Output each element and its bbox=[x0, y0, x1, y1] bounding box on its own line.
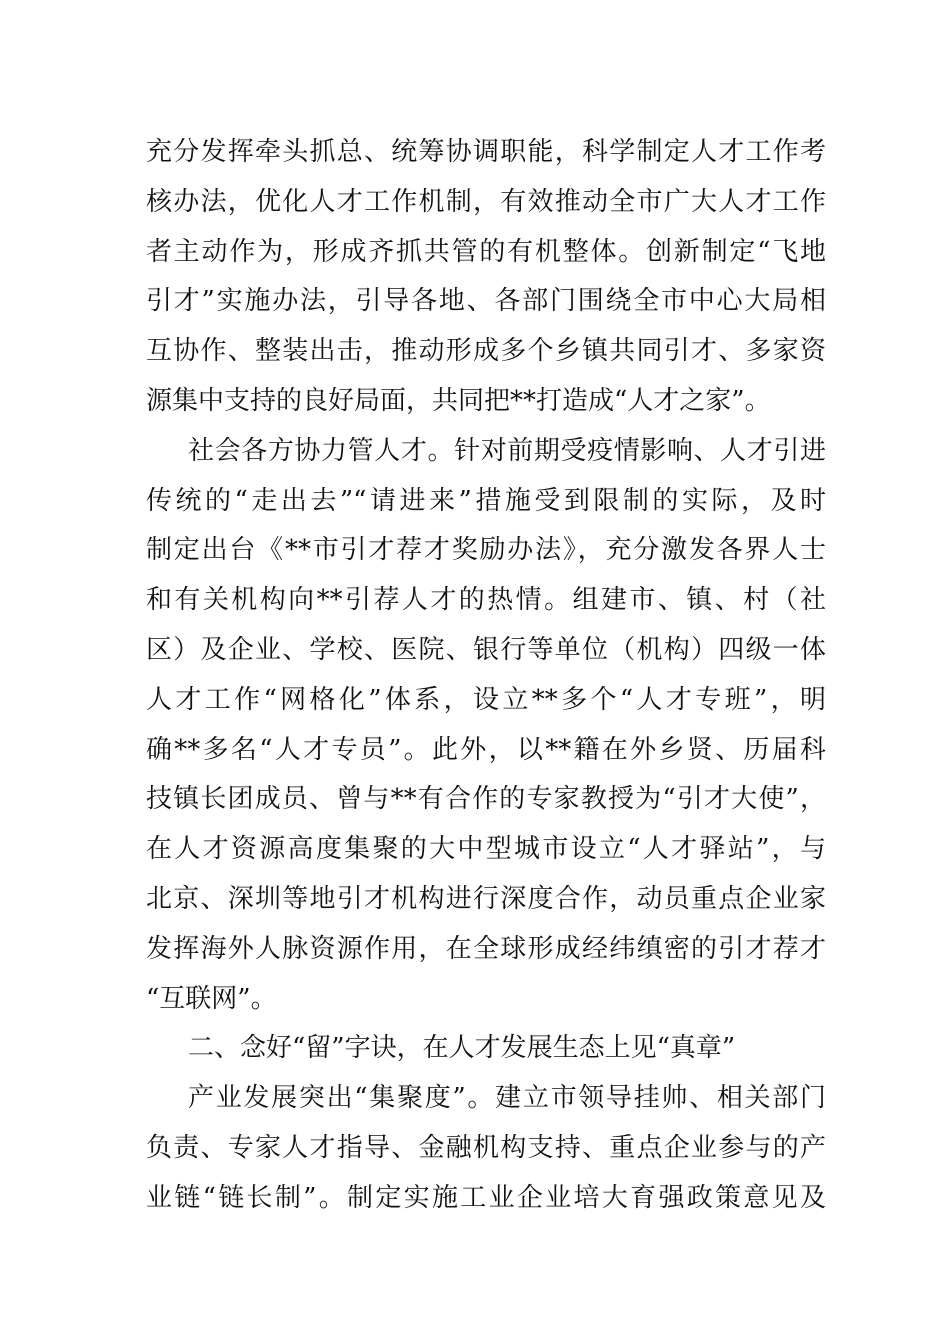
paragraph-line: “互联网”。 bbox=[146, 983, 277, 1014]
paragraph-line: 传统的“走出去”“请进来”措施受到限制的实际，及时 bbox=[146, 485, 826, 516]
document-body bbox=[146, 128, 826, 1224]
paragraph-line: 充分发挥牵头抓总、统筹协调职能，科学制定人才工作考 bbox=[146, 137, 826, 167]
paragraph-line: 技镇长团成员、曾与**有合作的专家教授为“引才大使”， bbox=[146, 784, 826, 815]
paragraph-line: 者主动作为，形成齐抓共管的有机整体。创新制定“飞地 bbox=[146, 236, 826, 267]
paragraph-line: 在人才资源高度集聚的大中型城市设立“人才驿站”，与 bbox=[146, 834, 826, 865]
paragraph-line: 北京、深圳等地引才机构进行深度合作，动员重点企业家 bbox=[146, 883, 826, 914]
paragraph-line: 人才工作“网格化”体系，设立**多个“人才专班”，明 bbox=[146, 684, 826, 715]
paragraph-line: 确**多名“人才专员”。此外，以**籍在外乡贤、历届科 bbox=[146, 734, 826, 765]
paragraph-line: 和有关机构向**引荐人才的热情。组建市、镇、村（社 bbox=[146, 585, 826, 616]
section-heading: 二、念好“留”字诀，在人才发展生态上见“真章” bbox=[188, 1033, 736, 1064]
paragraph-line: 引才”实施办法，引导各地、各部门围绕全市中心大局相 bbox=[146, 286, 826, 317]
paragraph-line: 核办法，优化人才工作机制，有效推动全市广大人才工作 bbox=[146, 186, 826, 217]
paragraph-line: 制定出台《**市引才荐才奖励办法》，充分激发各界人士 bbox=[146, 535, 826, 566]
paragraph-line: 社会各方协力管人才。针对前期受疫情影响、人才引进 bbox=[188, 435, 826, 466]
paragraph-line: 负责、专家人才指导、金融机构支持、重点企业参与的产 bbox=[146, 1132, 826, 1163]
paragraph-line: 互协作、整装出击，推动形成多个乡镇共同引才、多家资 bbox=[146, 336, 826, 367]
paragraph-line: 产业发展突出“集聚度”。建立市领导挂帅、相关部门 bbox=[188, 1083, 826, 1114]
paragraph-line: 业链“链长制”。制定实施工业企业培大育强政策意见及 bbox=[146, 1182, 826, 1213]
paragraph-line: 发挥海外人脉资源作用，在全球形成经纬缜密的引才荐才 bbox=[146, 933, 826, 964]
paragraph-line: 区）及企业、学校、医院、银行等单位（机构）四级一体 bbox=[146, 634, 826, 665]
paragraph-line: 源集中支持的良好局面，共同把**打造成“人才之家”。 bbox=[146, 385, 771, 416]
